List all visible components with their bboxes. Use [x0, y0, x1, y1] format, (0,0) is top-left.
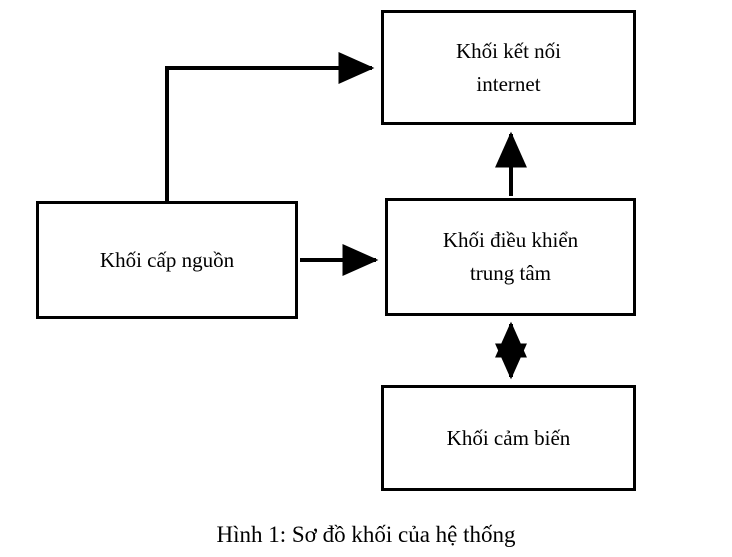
block-internet-label-line1: Khối kết nối [456, 38, 561, 63]
block-sensor [381, 385, 636, 491]
block-central-controller-label-line2: trung tâm [469, 261, 552, 285]
figure-caption: Hình 1: Sơ đồ khối của hệ thống [216, 522, 516, 547]
block-internet-label-line2: internet [476, 71, 541, 96]
connector-power-to-internet [167, 68, 372, 201]
block-power-supply [36, 201, 298, 319]
block-sensor-label: Khối cảm biến [446, 425, 571, 450]
block-power-supply-label: Khối cấp nguồn [99, 247, 235, 272]
block-central-controller-label-line1: Khối điều khiển [442, 228, 579, 253]
block-internet [381, 10, 636, 125]
block-central-controller [385, 198, 636, 316]
